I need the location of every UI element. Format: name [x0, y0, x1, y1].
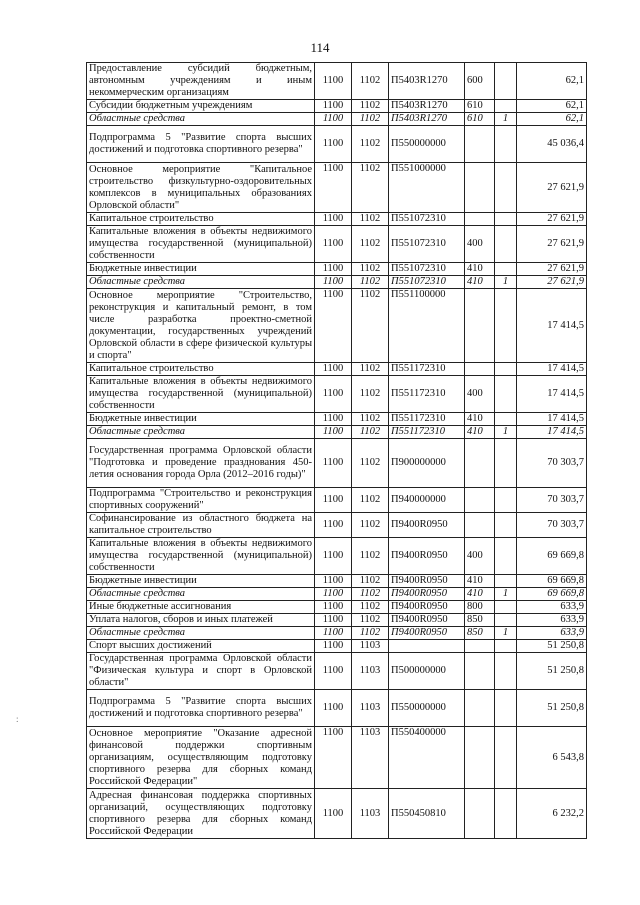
target-article-cell: П550400000: [389, 727, 465, 789]
row-name-cell: Областные средства: [87, 426, 315, 439]
table-row: [87, 588, 587, 601]
section-code-cell: 1100: [315, 690, 352, 727]
amount-cell: 17 414,5: [517, 413, 587, 426]
subsection-code-cell: 1102: [352, 575, 389, 588]
funding-source-cell: [495, 213, 517, 226]
funding-source-cell: [495, 126, 517, 163]
expense-type-cell: 410: [465, 588, 495, 601]
amount-cell: 62,1: [517, 113, 587, 126]
target-article-cell: П9400R0950: [389, 513, 465, 538]
subsection-code-cell: 1102: [352, 614, 389, 627]
row-name-cell: Областные средства: [87, 276, 315, 289]
section-code-cell: 1100: [315, 538, 352, 575]
expense-type-cell: 410: [465, 276, 495, 289]
row-name-cell: Адресная финансовая поддержка спортивных организаций, осуществляющих подготовку спортивного резерва для сборных команд Российской Федерации: [87, 789, 315, 839]
funding-source-cell: [495, 575, 517, 588]
target-article-cell: [389, 640, 465, 653]
amount-cell: 51 250,8: [517, 640, 587, 653]
expense-type-cell: [465, 213, 495, 226]
funding-source-cell: 1: [495, 113, 517, 126]
table-row: [87, 439, 587, 488]
section-code-cell: 1100: [315, 653, 352, 690]
amount-cell: 27 621,9: [517, 226, 587, 263]
row-name-cell: Государственная программа Орловской области "Подготовка и проведение празднования 450-летия основания города Орла (2012–2016 годы)": [87, 439, 315, 488]
amount-cell: 51 250,8: [517, 690, 587, 727]
row-name-cell: Субсидии бюджетным учреждениям: [87, 100, 315, 113]
target-article-cell: П551000000: [389, 163, 465, 213]
funding-source-cell: [495, 376, 517, 413]
row-name-cell: Бюджетные инвестиции: [87, 413, 315, 426]
subsection-code-cell: 1102: [352, 113, 389, 126]
target-article-cell: П550000000: [389, 690, 465, 727]
subsection-code-cell: 1102: [352, 226, 389, 263]
expense-type-cell: [465, 640, 495, 653]
funding-source-cell: [495, 653, 517, 690]
row-name-cell: Капитальные вложения в объекты недвижимого имущества государственной (муниципальной) собственности: [87, 538, 315, 575]
row-name-cell: Основное мероприятие "Капитальное строительство физкультурно-оздоровительных комплексов в муниципальных образованиях Орловской области": [87, 163, 315, 213]
expense-type-cell: [465, 488, 495, 513]
table-row: [87, 426, 587, 439]
expense-type-cell: 850: [465, 627, 495, 640]
expense-type-cell: 410: [465, 413, 495, 426]
table-row: [87, 113, 587, 126]
expense-type-cell: 610: [465, 100, 495, 113]
funding-source-cell: [495, 163, 517, 213]
amount-cell: 51 250,8: [517, 653, 587, 690]
row-name-cell: Предоставление субсидий бюджетным, автономным учреждениям и иным некоммерческим организациям: [87, 63, 315, 100]
funding-source-cell: [495, 439, 517, 488]
expense-type-cell: 850: [465, 614, 495, 627]
budget-table: [86, 62, 587, 839]
subsection-code-cell: 1102: [352, 263, 389, 276]
row-name-cell: Софинансирование из областного бюджета на капитальное строительство: [87, 513, 315, 538]
row-name-cell: Уплата налогов, сборов и иных платежей: [87, 614, 315, 627]
amount-cell: 70 303,7: [517, 513, 587, 538]
table-row: [87, 126, 587, 163]
section-code-cell: 1100: [315, 376, 352, 413]
row-name-cell: Основное мероприятие "Строительство, реконструкция и капитальный ремонт, в том числе разработка проектно-сметной документации, государственных учреждений Орловской области в сфере физической культуры и спорта": [87, 289, 315, 363]
subsection-code-cell: 1102: [352, 588, 389, 601]
subsection-code-cell: 1103: [352, 727, 389, 789]
section-code-cell: 1100: [315, 439, 352, 488]
row-name-cell: Иные бюджетные ассигнования: [87, 601, 315, 614]
table-row: [87, 263, 587, 276]
target-article-cell: П5403R1270: [389, 100, 465, 113]
amount-cell: 69 669,8: [517, 575, 587, 588]
subsection-code-cell: 1103: [352, 789, 389, 839]
subsection-code-cell: 1102: [352, 413, 389, 426]
subsection-code-cell: 1102: [352, 601, 389, 614]
amount-cell: 633,9: [517, 601, 587, 614]
amount-cell: 27 621,9: [517, 276, 587, 289]
row-name-cell: Подпрограмма 5 "Развитие спорта высших достижений и подготовка спортивного резерва": [87, 690, 315, 727]
table-row: [87, 163, 587, 213]
funding-source-cell: [495, 640, 517, 653]
table-row: [87, 376, 587, 413]
expense-type-cell: [465, 653, 495, 690]
table-row: [87, 289, 587, 363]
funding-source-cell: 1: [495, 627, 517, 640]
funding-source-cell: [495, 727, 517, 789]
section-code-cell: 1100: [315, 263, 352, 276]
table-row: [87, 488, 587, 513]
amount-cell: 633,9: [517, 627, 587, 640]
row-name-cell: Подпрограмма 5 "Развитие спорта высших достижений и подготовка спортивного резерва": [87, 126, 315, 163]
table-row: [87, 614, 587, 627]
expense-type-cell: 410: [465, 426, 495, 439]
table-row: [87, 627, 587, 640]
budget-table-body: [87, 63, 587, 839]
row-name-cell: Капитальные вложения в объекты недвижимого имущества государственной (муниципальной) собственности: [87, 226, 315, 263]
subsection-code-cell: 1102: [352, 63, 389, 100]
table-row: [87, 690, 587, 727]
subsection-code-cell: 1102: [352, 100, 389, 113]
expense-type-cell: [465, 126, 495, 163]
funding-source-cell: [495, 538, 517, 575]
target-article-cell: П550000000: [389, 126, 465, 163]
expense-type-cell: [465, 289, 495, 363]
target-article-cell: П551172310: [389, 363, 465, 376]
section-code-cell: 1100: [315, 426, 352, 439]
subsection-code-cell: 1103: [352, 690, 389, 727]
section-code-cell: 1100: [315, 289, 352, 363]
section-code-cell: 1100: [315, 63, 352, 100]
target-article-cell: П551072310: [389, 226, 465, 263]
subsection-code-cell: 1102: [352, 376, 389, 413]
table-row: [87, 601, 587, 614]
target-article-cell: П9400R0950: [389, 538, 465, 575]
target-article-cell: П500000000: [389, 653, 465, 690]
funding-source-cell: [495, 226, 517, 263]
expense-type-cell: 410: [465, 263, 495, 276]
expense-type-cell: 400: [465, 376, 495, 413]
expense-type-cell: 400: [465, 538, 495, 575]
row-name-cell: Капитальные вложения в объекты недвижимого имущества государственной (муниципальной) собственности: [87, 376, 315, 413]
row-name-cell: Областные средства: [87, 588, 315, 601]
funding-source-cell: [495, 488, 517, 513]
section-code-cell: 1100: [315, 488, 352, 513]
funding-source-cell: [495, 100, 517, 113]
funding-source-cell: [495, 614, 517, 627]
target-article-cell: П551172310: [389, 426, 465, 439]
target-article-cell: П551172310: [389, 376, 465, 413]
funding-source-cell: [495, 289, 517, 363]
funding-source-cell: [495, 789, 517, 839]
amount-cell: 69 669,8: [517, 588, 587, 601]
expense-type-cell: 600: [465, 63, 495, 100]
table-row: [87, 513, 587, 538]
target-article-cell: П9400R0950: [389, 575, 465, 588]
expense-type-cell: 610: [465, 113, 495, 126]
expense-type-cell: [465, 789, 495, 839]
margin-mark: :: [16, 714, 19, 724]
section-code-cell: 1100: [315, 789, 352, 839]
section-code-cell: 1100: [315, 276, 352, 289]
target-article-cell: П9400R0950: [389, 627, 465, 640]
section-code-cell: 1100: [315, 413, 352, 426]
target-article-cell: П9400R0950: [389, 614, 465, 627]
subsection-code-cell: 1102: [352, 627, 389, 640]
expense-type-cell: [465, 690, 495, 727]
table-row: [87, 727, 587, 789]
row-name-cell: Бюджетные инвестиции: [87, 575, 315, 588]
subsection-code-cell: 1102: [352, 163, 389, 213]
subsection-code-cell: 1102: [352, 513, 389, 538]
funding-source-cell: [495, 363, 517, 376]
table-row: [87, 276, 587, 289]
funding-source-cell: [495, 263, 517, 276]
section-code-cell: 1100: [315, 601, 352, 614]
target-article-cell: П9400R0950: [389, 588, 465, 601]
table-row: [87, 413, 587, 426]
funding-source-cell: [495, 513, 517, 538]
amount-cell: 27 621,9: [517, 213, 587, 226]
section-code-cell: 1100: [315, 640, 352, 653]
funding-source-cell: [495, 63, 517, 100]
subsection-code-cell: 1102: [352, 126, 389, 163]
section-code-cell: 1100: [315, 226, 352, 263]
target-article-cell: П550450810: [389, 789, 465, 839]
amount-cell: 27 621,9: [517, 163, 587, 213]
table-row: [87, 363, 587, 376]
amount-cell: 62,1: [517, 100, 587, 113]
row-name-cell: Подпрограмма "Строительство и реконструкция спортивных сооружений": [87, 488, 315, 513]
subsection-code-cell: 1102: [352, 289, 389, 363]
amount-cell: 17 414,5: [517, 363, 587, 376]
section-code-cell: 1100: [315, 100, 352, 113]
subsection-code-cell: 1103: [352, 640, 389, 653]
expense-type-cell: [465, 363, 495, 376]
row-name-cell: Капитальное строительство: [87, 213, 315, 226]
section-code-cell: 1100: [315, 213, 352, 226]
subsection-code-cell: 1102: [352, 363, 389, 376]
amount-cell: 6 232,2: [517, 789, 587, 839]
table-row: [87, 100, 587, 113]
subsection-code-cell: 1102: [352, 439, 389, 488]
section-code-cell: 1100: [315, 727, 352, 789]
subsection-code-cell: 1102: [352, 213, 389, 226]
target-article-cell: П5403R1270: [389, 63, 465, 100]
section-code-cell: 1100: [315, 627, 352, 640]
amount-cell: 70 303,7: [517, 439, 587, 488]
section-code-cell: 1100: [315, 363, 352, 376]
amount-cell: 6 543,8: [517, 727, 587, 789]
amount-cell: 17 414,5: [517, 376, 587, 413]
section-code-cell: 1100: [315, 163, 352, 213]
funding-source-cell: 1: [495, 276, 517, 289]
expense-type-cell: 400: [465, 226, 495, 263]
amount-cell: 69 669,8: [517, 538, 587, 575]
table-row: [87, 226, 587, 263]
table-row: [87, 575, 587, 588]
target-article-cell: П551100000: [389, 289, 465, 363]
target-article-cell: П9400R0950: [389, 601, 465, 614]
funding-source-cell: [495, 601, 517, 614]
row-name-cell: Областные средства: [87, 113, 315, 126]
section-code-cell: 1100: [315, 126, 352, 163]
target-article-cell: П5403R1270: [389, 113, 465, 126]
row-name-cell: Капитальное строительство: [87, 363, 315, 376]
subsection-code-cell: 1102: [352, 276, 389, 289]
expense-type-cell: [465, 439, 495, 488]
amount-cell: 62,1: [517, 63, 587, 100]
funding-source-cell: [495, 690, 517, 727]
row-name-cell: Областные средства: [87, 627, 315, 640]
target-article-cell: П551072310: [389, 263, 465, 276]
funding-source-cell: 1: [495, 588, 517, 601]
amount-cell: 17 414,5: [517, 289, 587, 363]
section-code-cell: 1100: [315, 513, 352, 538]
table-row: [87, 63, 587, 100]
table-row: [87, 789, 587, 839]
amount-cell: 17 414,5: [517, 426, 587, 439]
subsection-code-cell: 1102: [352, 488, 389, 513]
amount-cell: 45 036,4: [517, 126, 587, 163]
expense-type-cell: [465, 163, 495, 213]
target-article-cell: П940000000: [389, 488, 465, 513]
target-article-cell: П900000000: [389, 439, 465, 488]
section-code-cell: 1100: [315, 575, 352, 588]
subsection-code-cell: 1102: [352, 538, 389, 575]
amount-cell: 70 303,7: [517, 488, 587, 513]
expense-type-cell: 410: [465, 575, 495, 588]
table-row: [87, 538, 587, 575]
expense-type-cell: 800: [465, 601, 495, 614]
row-name-cell: Основное мероприятие "Оказание адресной финансовой поддержки спортивным организациям, осуществляющим подготовку спортивного резерва для сборных команд Российской Федерации": [87, 727, 315, 789]
page-number: 114: [310, 40, 330, 55]
target-article-cell: П551072310: [389, 276, 465, 289]
expense-type-cell: [465, 727, 495, 789]
section-code-cell: 1100: [315, 113, 352, 126]
row-name-cell: Спорт высших достижений: [87, 640, 315, 653]
subsection-code-cell: 1103: [352, 653, 389, 690]
section-code-cell: 1100: [315, 588, 352, 601]
row-name-cell: Государственная программа Орловской области "Физическая культура и спорт в Орловской области": [87, 653, 315, 690]
table-row: [87, 213, 587, 226]
expense-type-cell: [465, 513, 495, 538]
table-row: [87, 653, 587, 690]
funding-source-cell: 1: [495, 426, 517, 439]
funding-source-cell: [495, 413, 517, 426]
section-code-cell: 1100: [315, 614, 352, 627]
target-article-cell: П551072310: [389, 213, 465, 226]
row-name-cell: Бюджетные инвестиции: [87, 263, 315, 276]
amount-cell: 27 621,9: [517, 263, 587, 276]
target-article-cell: П551172310: [389, 413, 465, 426]
amount-cell: 633,9: [517, 614, 587, 627]
subsection-code-cell: 1102: [352, 426, 389, 439]
table-row: [87, 640, 587, 653]
